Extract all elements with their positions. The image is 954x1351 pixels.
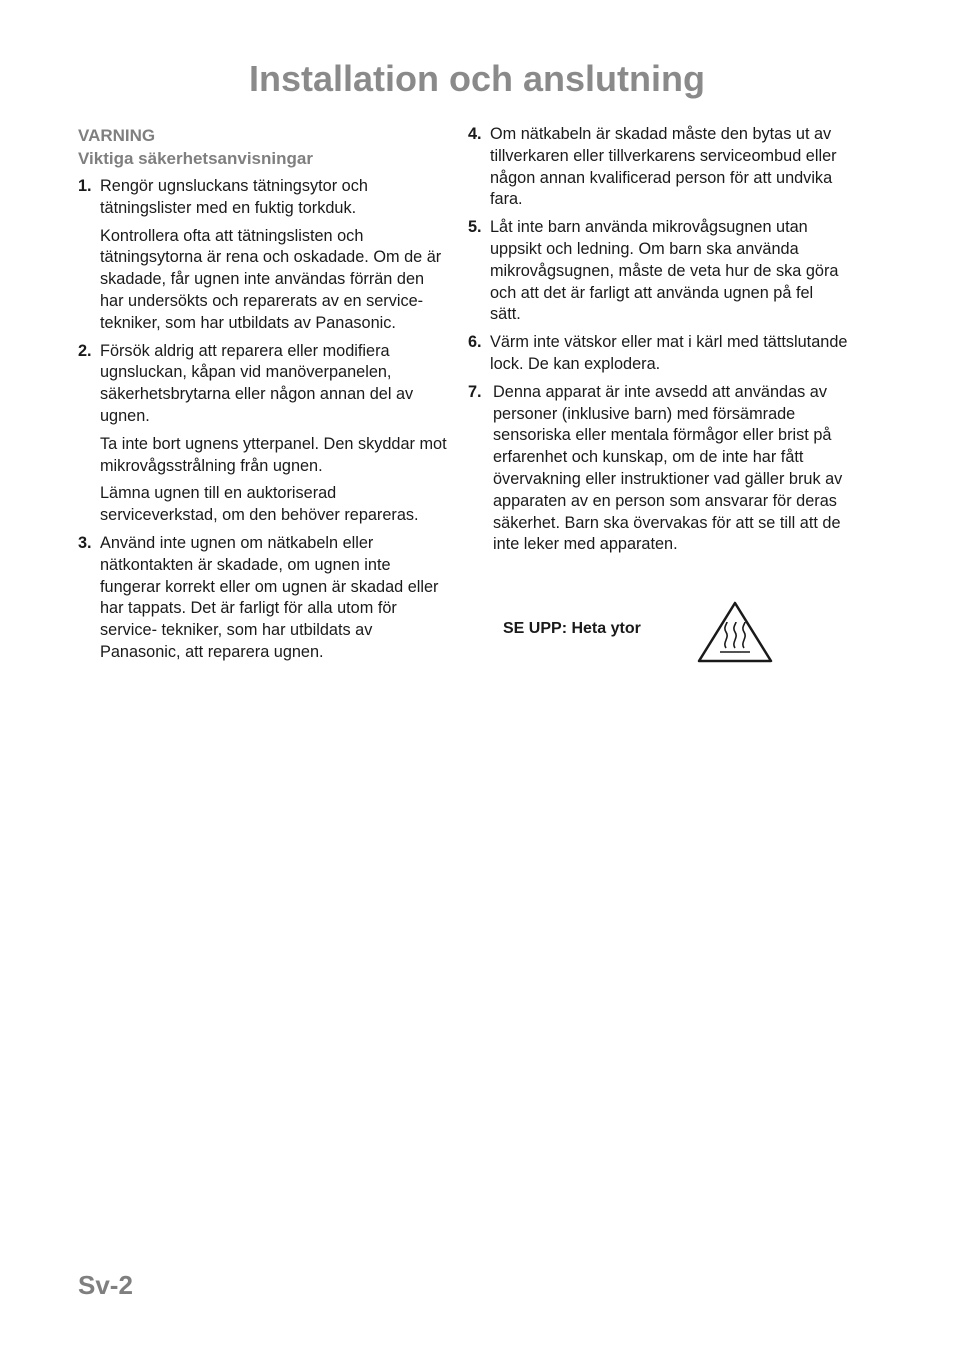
list-item-4 bbox=[468, 124, 848, 211]
list-item-1 bbox=[78, 176, 450, 335]
item-number: 4. bbox=[468, 125, 482, 143]
item-paragraph: Lämna ugnen till en auktoriserad serviceverkstad, om den behöver repareras. bbox=[100, 484, 419, 525]
item-paragraph: Använd inte ugnen om nätkabeln eller nätkontakten är skadade, om ugnen inte fungerar korrekt eller om ugnen är skadad eller har tappats. Det är farligt för alla utom för service- tekniker, som har utbildats av Panasonic, att reparera ugnen. bbox=[100, 533, 439, 661]
item-paragraph: Låt inte barn använda mikrovågsugnen utan uppsikt och ledning. Om barn ska använda mikrovågsugnen, måste de veta hur de ska göra och att det är farligt att använda ugnen på fel sätt. bbox=[490, 218, 839, 324]
list-item-6 bbox=[468, 332, 848, 376]
item-paragraph: Ta inte bort ugnens ytterpanel. Den skyddar mot mikrovågsstrålning från ugnen. bbox=[100, 434, 447, 475]
list-item-2 bbox=[78, 341, 450, 527]
right-column bbox=[468, 124, 848, 562]
item-paragraph: Denna apparat är inte avsedd att användas av personer (inklusive barn) med försämrade sensoriska eller mentala förmågor eller brist på erfarenhet och kunskap, om de inte har fått övervakning eller instruktioner vad gäller bruk av apparaten av en person som ansvarar för deras säkerhet. Barn ska övervakas för att se till att de inte leker med apparaten. bbox=[493, 382, 843, 554]
item-paragraph: Rengör ugnsluckans tätningsytor och tätningslister med en fuktig torkduk. bbox=[100, 177, 368, 217]
list-item-3 bbox=[78, 533, 450, 664]
item-paragraph: Kontrollera ofta att tätningslisten och tätningsytorna är rena och oskadade. Om de är skadade, får ugnen inte användas förrän den har undersökts och reparerats av en service-tekniker, som har utbildats av Panasonic. bbox=[100, 226, 442, 332]
item-paragraph: Värm inte vätskor eller mat i kärl med tättslutande lock. De kan explodera. bbox=[490, 333, 848, 373]
item-number: 7. bbox=[468, 382, 482, 401]
page-title: Installation och anslutning bbox=[248, 58, 705, 99]
item-number: 1. bbox=[78, 177, 92, 195]
hot-surface-warning-icon bbox=[696, 600, 774, 664]
item-number: 3. bbox=[78, 533, 92, 552]
item-number: 6. bbox=[468, 333, 482, 352]
list-item-5 bbox=[468, 217, 848, 326]
list-item-7 bbox=[468, 382, 848, 556]
item-number: 2. bbox=[78, 341, 92, 360]
item-number: 5. bbox=[468, 218, 482, 237]
section-subheading: Viktiga säkerhetsanvisningar bbox=[78, 149, 313, 168]
left-column bbox=[78, 124, 450, 670]
page-number: Sv-2 bbox=[78, 1270, 133, 1300]
item-paragraph: Om nätkabeln är skadad måste den bytas ut av tillverkaren eller tillverkarens serviceombud eller någon annan kvalificerad person för att undvika fara. bbox=[490, 125, 837, 209]
item-paragraph: Försök aldrig att reparera eller modifiera ugnsluckan, kåpan vid manöverpanelen, säkerhetsbrytarna eller någon annan del av ugnen. bbox=[100, 341, 414, 425]
hot-surface-warning bbox=[503, 598, 803, 668]
warning-label: SE UPP: Heta ytor bbox=[503, 620, 641, 637]
section-heading-warning: VARNING bbox=[78, 126, 156, 145]
